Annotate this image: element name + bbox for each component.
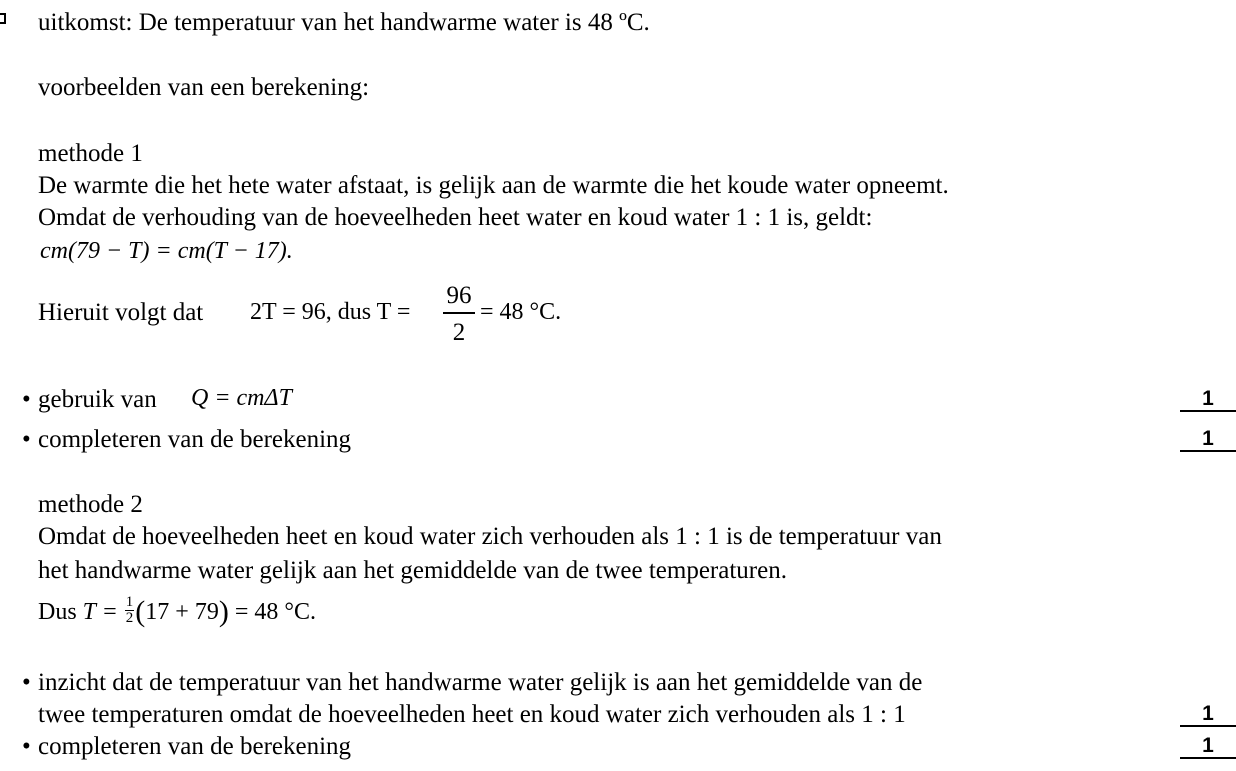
method2-equation: Dus T = $\frac{1}{2}$ (17 + 79) = 48 °C. — [38, 593, 316, 628]
criterion-text: completeren van de berekening — [38, 733, 352, 760]
score-points: 1 — [1202, 387, 1214, 410]
criterion-text-line1: inzicht dat de temperatuur van het handwarme water gelijk is aan het gemiddelde van de — [38, 669, 923, 696]
bullet: • — [22, 426, 31, 453]
score-underline — [1180, 450, 1236, 452]
fraction-bar — [443, 312, 475, 314]
method2-line1: Omdat de hoeveelheden heet en koud water zich verhouden als 1 : 1 is de temperatuur van — [38, 523, 942, 550]
criterion-text: gebruik van — [38, 386, 157, 413]
criterion-text-line2: twee temperaturen omdat de hoeveelheden heet en koud water zich verhouden als 1 : 1 — [38, 701, 906, 728]
method2-line2: het handwarme water gelijk aan het gemiddelde van de twee temperaturen. — [38, 557, 787, 584]
fraction-denominator: 2 — [452, 319, 466, 346]
bullet: • — [22, 386, 31, 413]
score-underline — [1180, 410, 1236, 412]
criterion-formula: Q = cmΔT — [191, 385, 292, 411]
score-underline — [1180, 757, 1236, 759]
method1-result-eq2: = 48 °C. — [480, 299, 562, 325]
fraction-numerator: 96 — [446, 282, 472, 309]
criterion-text: completeren van de berekening — [38, 426, 352, 453]
method1-title: methode 1 — [38, 140, 143, 167]
examples-heading: voorbeelden van een berekening: — [38, 74, 370, 101]
score-points: 1 — [1202, 702, 1214, 725]
method1-line2: Omdat de verhouding van de hoeveelheden heet water en koud water 1 : 1 is, geldt: — [38, 204, 873, 231]
bullet: • — [22, 733, 31, 760]
method1-result-eq1: 2T = 96, dus T = — [250, 299, 411, 325]
checkbox-marker — [0, 13, 6, 24]
method1-line1: De warmte die het hete water afstaat, is gelijk aan de warmte die het koude water opneemt. — [38, 172, 949, 199]
bullet: • — [22, 669, 31, 696]
score-underline — [1180, 725, 1236, 727]
outcome-text: uitkomst: De temperatuur van het handwarme water is 48 ºC. — [38, 9, 650, 36]
score-points: 1 — [1202, 734, 1214, 757]
method2-title: methode 2 — [38, 491, 143, 518]
method1-result-prefix: Hieruit volgt dat — [38, 299, 204, 326]
half-fraction: $\frac{1}{2}$ — [125, 593, 134, 626]
score-points: 1 — [1202, 427, 1214, 450]
method1-equation: cm(79 − T) = cm(T − 17). — [40, 238, 293, 264]
